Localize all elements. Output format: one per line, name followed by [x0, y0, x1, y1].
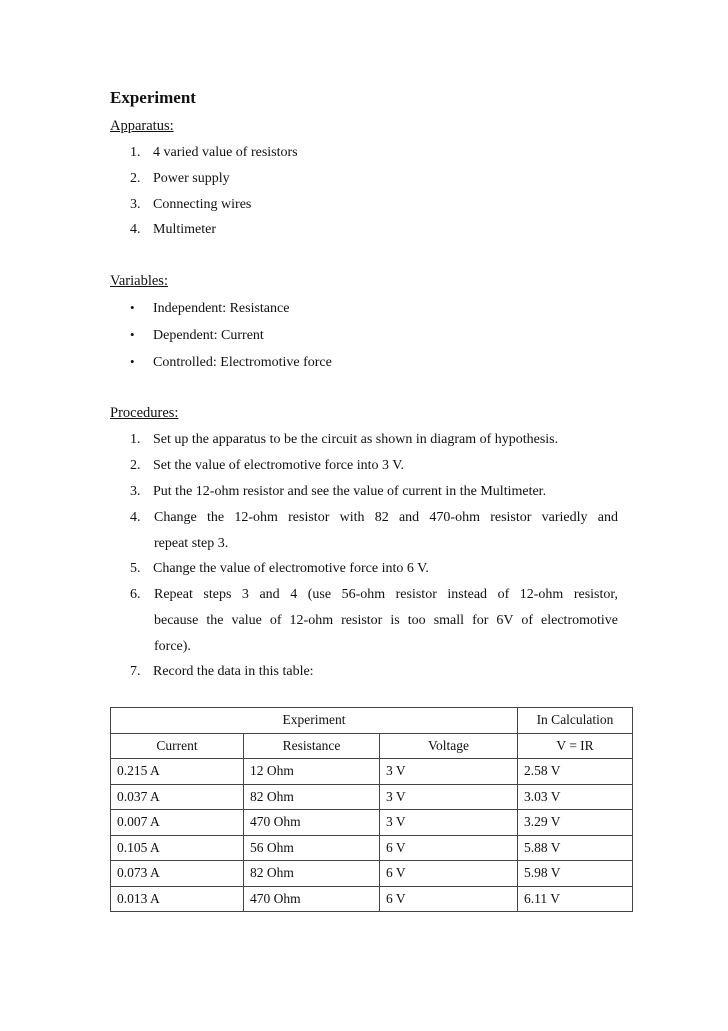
- cell-calculated-voltage: 3.29 V: [518, 810, 633, 836]
- table-row: [111, 886, 633, 912]
- bullet-icon: •: [130, 327, 135, 342]
- apparatus-item: [130, 171, 230, 187]
- cell-calculated-voltage: 5.88 V: [518, 835, 633, 861]
- list-number: 4.: [130, 222, 141, 237]
- apparatus-item: [130, 222, 216, 238]
- step-number: 4.: [130, 510, 141, 525]
- step-number: 3.: [130, 484, 141, 499]
- page-title: Experiment: [110, 88, 196, 107]
- list-text: Dependent: Current: [153, 328, 264, 343]
- variables-item: [130, 354, 332, 371]
- step-number: 7.: [130, 664, 141, 679]
- step-number: 1.: [130, 432, 141, 447]
- cell-calculated-voltage: 6.11 V: [518, 886, 633, 912]
- cell-current: 0.037 A: [111, 784, 244, 810]
- list-number: 3.: [130, 197, 141, 212]
- variables-item: [130, 300, 289, 317]
- list-number: 2.: [130, 171, 141, 186]
- group-header-experiment: Experiment: [111, 708, 518, 734]
- step-number: 5.: [130, 561, 141, 576]
- procedure-step: [130, 432, 558, 448]
- step-text: Set up the apparatus to be the circuit as shown in diagram of hypothesis.: [153, 432, 559, 447]
- cell-current: 0.073 A: [111, 861, 244, 887]
- list-text: Independent: Resistance: [153, 301, 290, 316]
- cell-voltage: 6 V: [380, 835, 518, 861]
- cell-voltage: 3 V: [380, 784, 518, 810]
- column-header-resistance: Resistance: [244, 733, 380, 759]
- apparatus-item: [130, 197, 251, 213]
- cell-resistance: 82 Ohm: [244, 861, 380, 887]
- cell-voltage: 6 V: [380, 861, 518, 887]
- column-header-current: Current: [111, 733, 244, 759]
- step-text-continued: repeat step 3.: [154, 536, 229, 551]
- procedure-step: [130, 561, 429, 577]
- cell-calculated-voltage: 5.98 V: [518, 861, 633, 887]
- apparatus-heading: Apparatus:: [110, 118, 174, 134]
- group-header-calculation: In Calculation: [518, 708, 633, 734]
- cell-current: 0.007 A: [111, 810, 244, 836]
- step-text-continued: force).: [154, 639, 191, 654]
- bullet-icon: •: [130, 354, 135, 369]
- cell-calculated-voltage: 3.03 V: [518, 784, 633, 810]
- cell-voltage: 6 V: [380, 886, 518, 912]
- list-text: Controlled: Electromotive force: [153, 355, 332, 370]
- step-text: Put the 12-ohm resistor and see the value of current in the Multimeter.: [153, 484, 547, 499]
- cell-resistance: 82 Ohm: [244, 784, 380, 810]
- variables-heading: Variables:: [110, 273, 168, 289]
- table-row: [111, 759, 633, 785]
- table-group-header-row: [111, 708, 633, 734]
- list-text: 4 varied value of resistors: [153, 145, 298, 160]
- procedure-step: [130, 664, 314, 680]
- list-text: Connecting wires: [153, 197, 252, 212]
- step-number: 2.: [130, 458, 141, 473]
- step-text: Set the value of electromotive force into 3 V.: [153, 458, 405, 473]
- list-text: Power supply: [153, 171, 230, 186]
- cell-current: 0.215 A: [111, 759, 244, 785]
- step-text: Repeat steps 3 and 4 (use 56-ohm resistor instead of 12-ohm resistor,: [154, 587, 618, 602]
- bullet-icon: •: [130, 300, 135, 315]
- table-header-row: [111, 733, 633, 759]
- list-text: Multimeter: [153, 222, 216, 237]
- table-row: [111, 861, 633, 887]
- cell-current: 0.013 A: [111, 886, 244, 912]
- cell-voltage: 3 V: [380, 810, 518, 836]
- table-row: [111, 835, 633, 861]
- step-number: 6.: [130, 587, 141, 602]
- procedure-step: [130, 458, 404, 474]
- column-header-voltage: Voltage: [380, 733, 518, 759]
- step-text: Change the 12-ohm resistor with 82 and 470-ohm resistor variedly and: [154, 510, 618, 525]
- cell-resistance: 470 Ohm: [244, 886, 380, 912]
- cell-voltage: 3 V: [380, 759, 518, 785]
- cell-current: 0.105 A: [111, 835, 244, 861]
- list-number: 1.: [130, 145, 141, 160]
- step-text: Change the value of electromotive force into 6 V.: [153, 561, 429, 576]
- results-table: [110, 707, 633, 912]
- step-text: Record the data in this table:: [153, 664, 314, 679]
- table-row: [111, 810, 633, 836]
- variables-item: [130, 327, 264, 344]
- step-text-continued: because the value of 12-ohm resistor is too small for 6V of electromotive: [154, 613, 618, 628]
- apparatus-item: [130, 145, 298, 161]
- procedures-heading: Procedures:: [110, 405, 179, 421]
- procedure-step: [130, 484, 546, 500]
- column-header-v-ir: V = IR: [518, 733, 633, 759]
- cell-resistance: 470 Ohm: [244, 810, 380, 836]
- cell-resistance: 12 Ohm: [244, 759, 380, 785]
- cell-calculated-voltage: 2.58 V: [518, 759, 633, 785]
- cell-resistance: 56 Ohm: [244, 835, 380, 861]
- table-row: [111, 784, 633, 810]
